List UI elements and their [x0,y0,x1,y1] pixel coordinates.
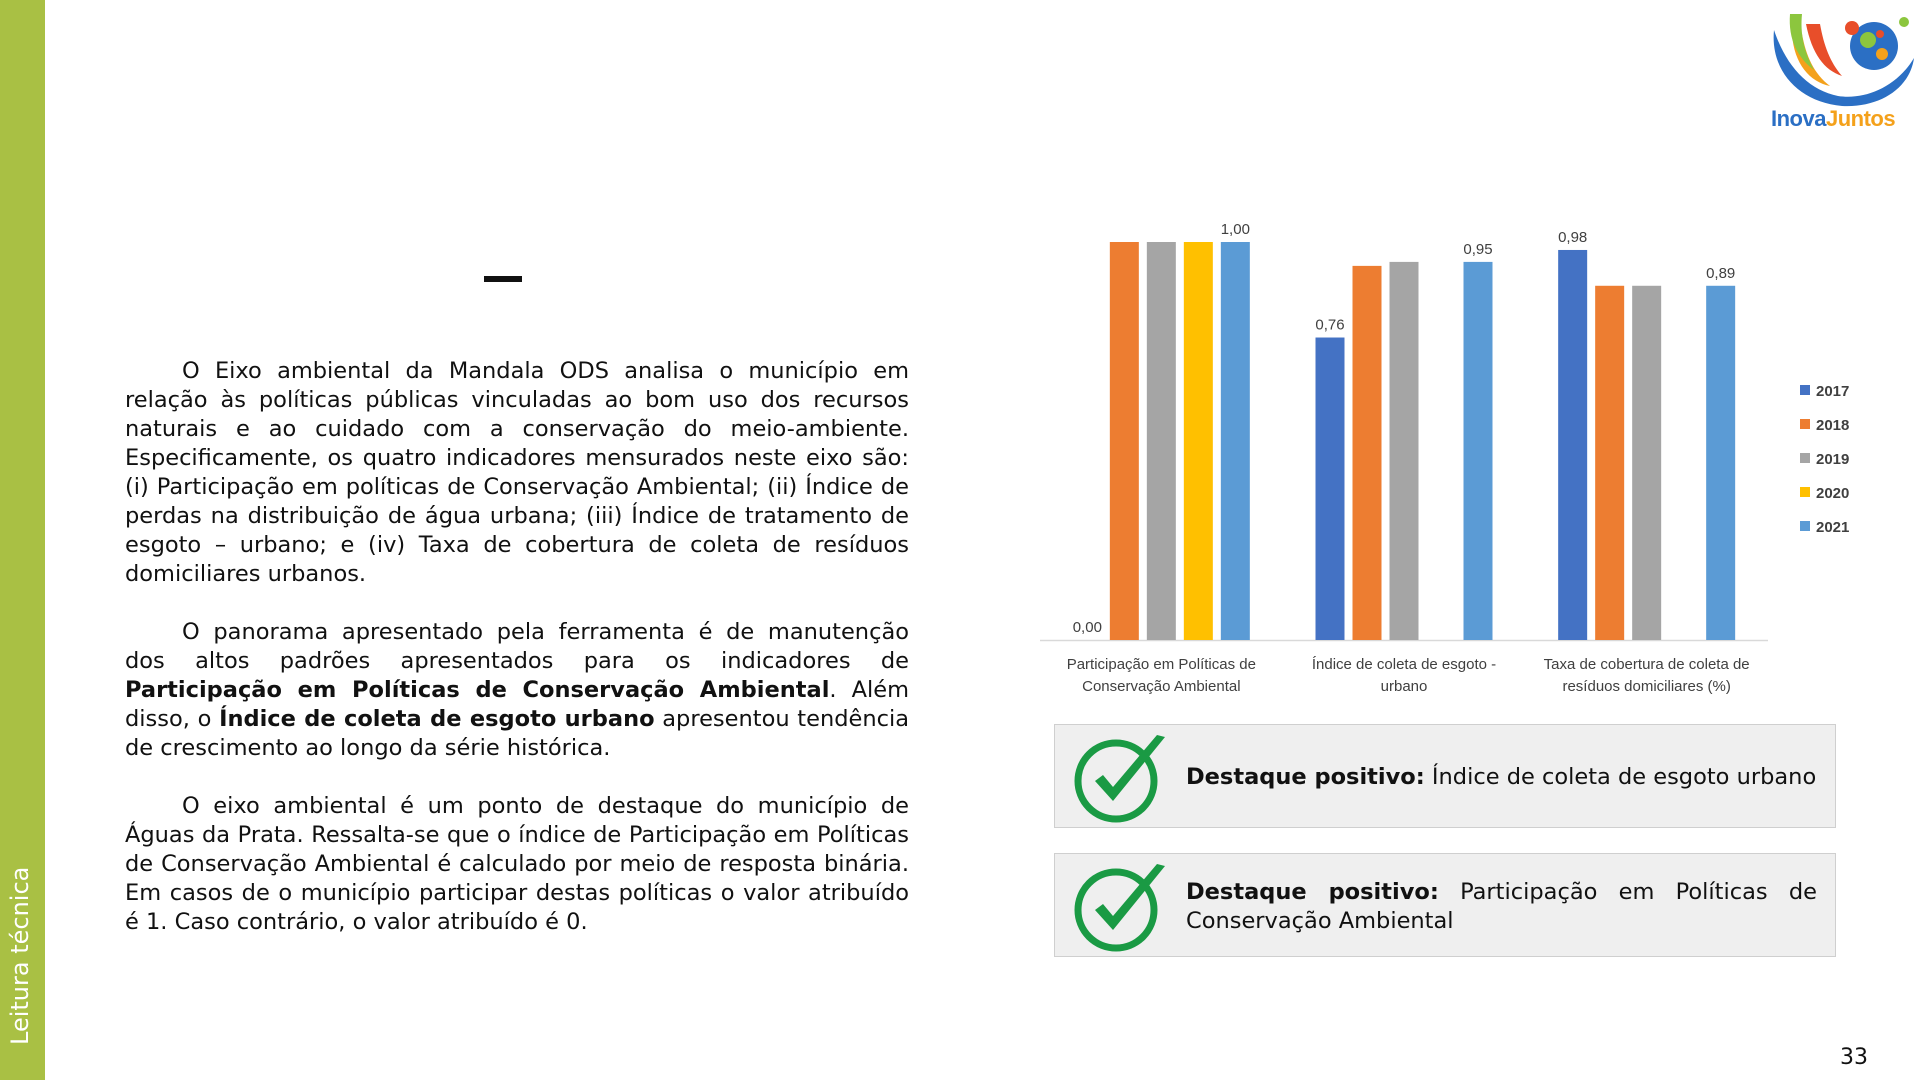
highlight-text-2: Destaque positivo: Participação em Políticas de Conservação Ambiental [1186,879,1817,934]
data-label: 0,00 [1072,619,1102,636]
bar-2018-1 [1353,266,1382,640]
category-label: Taxa de cobertura de coleta de [1543,656,1750,673]
bar-2017-1 [1316,338,1345,640]
paragraph-3: O eixo ambiental é um ponto de destaque do município de Águas da Prata. Ressalta-se que o índice de Participação em Políticas de Conservação Ambiental é calculado por meio de resposta binária. Em casos de o município participar destas políticas o valor atribuído é 1. Caso contrário, o valor atribuído é 0. [125,793,909,935]
bar-2019-1 [1390,262,1419,640]
category-label: Conservação Ambiental [1082,678,1241,695]
category-label: resíduos domiciliares (%) [1562,678,1731,695]
legend-swatch-2021 [1800,521,1810,531]
category-label: Índice de coleta de esgoto - [1311,656,1497,673]
legend-label-2021: 2021 [1816,519,1850,536]
sidebar-label: Leitura técnica [6,866,34,1045]
logo-text: InovaJuntos [1771,106,1896,131]
data-label: 1,00 [1220,221,1250,238]
legend-label-2019: 2019 [1816,451,1850,468]
legend-label-2020: 2020 [1816,485,1850,502]
bar-2018-0 [1110,242,1139,640]
legend-swatch-2018 [1800,419,1810,429]
bar-2019-2 [1632,286,1661,640]
legend-swatch-2017 [1800,385,1810,395]
bar-2019-0 [1147,242,1176,640]
check-icon [1073,731,1169,825]
title-dash [484,276,522,282]
bar-2021-2 [1706,286,1735,640]
bar-2017-2 [1558,250,1587,640]
bar-2021-0 [1221,242,1250,640]
paragraph-1: O Eixo ambiental da Mandala ODS analisa o município em relação às políticas públicas vinculadas ao bom uso dos recursos naturais e ao cuidado com a conservação do meio-ambiente. Especificamente, os quatro indicadores mensurados neste eixo são: (i) Participação em políticas de Conservação Ambiental; (ii) Índice de perdas na distribuição de água urbana; (iii) Índice de tratamento de esgoto – urbano; e (iv) Taxa de cobertura de coleta de resíduos domiciliares urbanos. [125,358,909,587]
legend-swatch-2020 [1800,487,1810,497]
data-label: 0,95 [1463,240,1493,258]
check-icon [1073,860,1169,954]
paragraph-2: O panorama apresentado pela ferramenta é de manutenção dos altos padrões apresentados para os indicadores de Participação em Políticas de Conservação Ambiental. Além disso, o Índice de coleta de esgoto urbano apresentou tendência de crescimento ao longo da série histórica. [125,619,910,761]
page-number: 33 [1840,1045,1868,1070]
highlight-box-2 [1054,853,1836,957]
highlight-text-1: Destaque positivo: Índice de coleta de esgoto urbano [1186,764,1817,790]
technical-reading-text [125,357,909,966]
legend-swatch-2019 [1800,453,1810,463]
highlight-box-1 [1054,724,1836,828]
category-label: urbano [1380,678,1428,695]
legend-label-2018: 2018 [1816,417,1850,434]
category-label: Participação em Políticas de [1066,656,1256,673]
bar-2020-0 [1184,242,1213,640]
legend-label-2017: 2017 [1816,383,1850,400]
bar-2021-1 [1464,262,1493,640]
indicators-bar-chart [1030,210,1880,700]
data-label: 0,89 [1706,264,1736,282]
bar-2018-2 [1595,286,1624,640]
data-label: 0,76 [1315,316,1345,334]
sidebar [0,0,45,1080]
data-label: 0,98 [1558,228,1588,246]
